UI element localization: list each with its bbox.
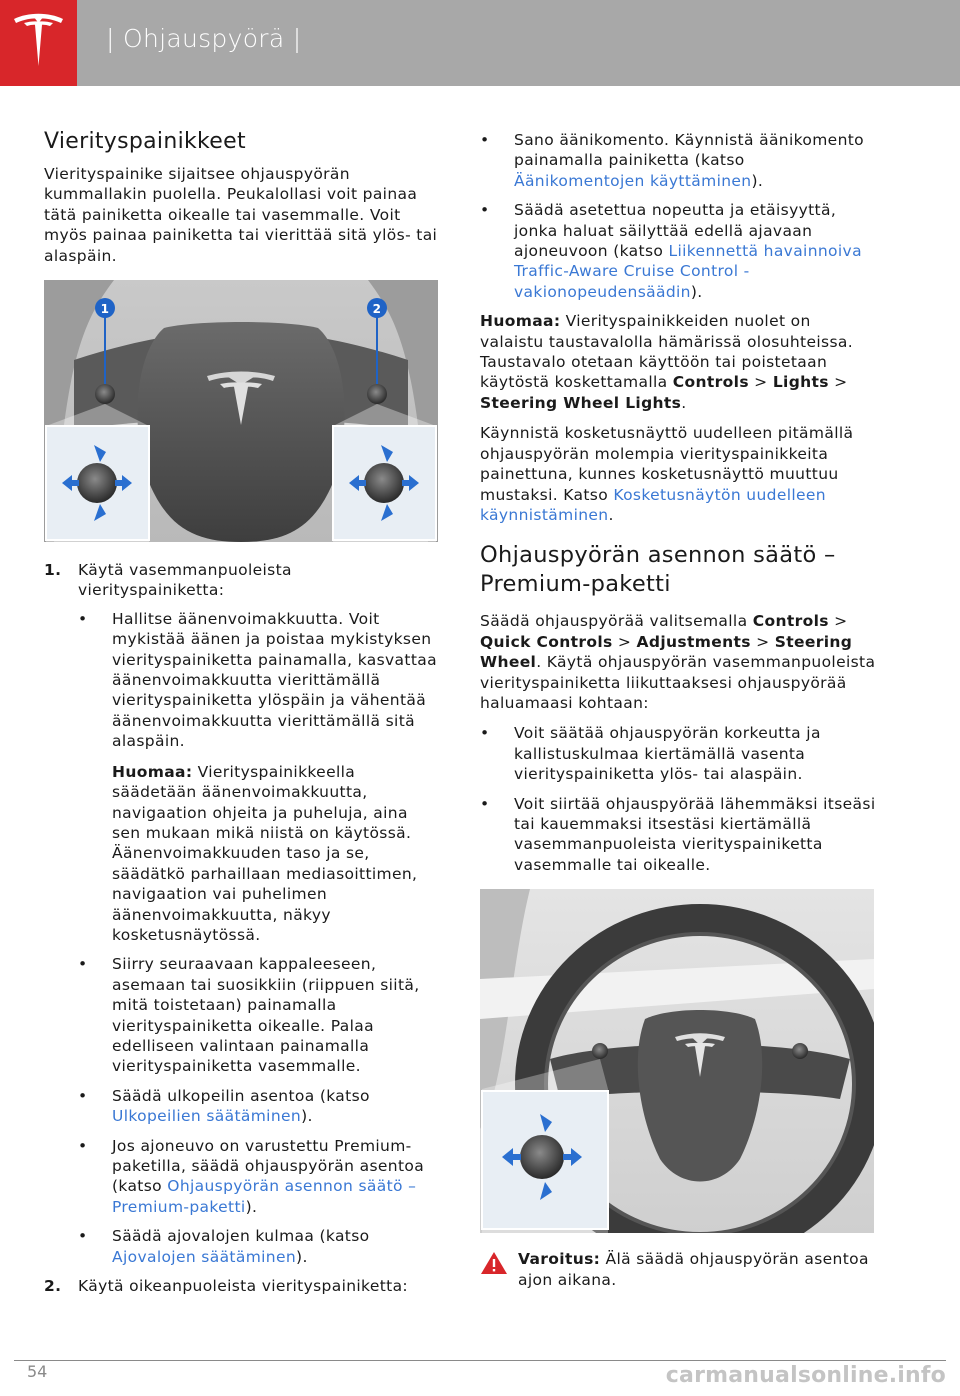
intro-paragraph: Vierityspainike sijaitsee ohjauspyörän kummallakin puolella. Peukalollasi voit painaa tätä painiketta oikealle tai vasemmalle. Voit myös painaa painiketta tai vierittää sitä ylös- tai alaspäin.	[44, 165, 438, 265]
bullet: •	[78, 1227, 88, 1246]
scroll-button-list	[44, 560, 438, 1296]
ui-steering-wheel: Steering Wheel	[480, 632, 853, 672]
note-text: Vierityspainikkeella säädetään äänenvoimakkuutta, navigaation ohjeita ja puheluja, aina sen mukaan mikä niistä on käytössä. Äänenvoimakkuuden taso ja se, säädätkö parhaillaan mediasoittimen, navigaation vai puhelimen äänenvoimakkuutta, näkyy kosketusnäytössä.	[112, 762, 418, 944]
separator: >	[828, 373, 848, 392]
callout-1: 1	[100, 302, 110, 317]
note-label: Huomaa:	[112, 762, 193, 781]
warning-label: Varoitus:	[518, 1250, 601, 1269]
link-voice-commands[interactable]: Äänikomentojen käyttäminen	[514, 171, 752, 190]
bullet-text-end: ).	[751, 171, 764, 190]
bullet-text: Siirry seuraavaan kappaleeseen, asemaan tai suosikkiin (riippuen siitä, mitä toistetaan) painamalla vierityspainiketta oikealle. Palaa edelliseen valintaan painamalla vierityspainiketta vasemmalle.	[112, 955, 420, 1076]
adjust-paragraph	[480, 611, 876, 713]
steering-wheel-adjust-figure	[480, 889, 874, 1233]
steering-wheel-scroll-buttons-figure	[44, 280, 438, 542]
list-item	[480, 723, 876, 784]
link-mirror-adjust[interactable]: Ulkopeilien säätäminen	[112, 1107, 302, 1126]
list-item-text: Käytä oikeanpuoleista vierityspainiketta:	[78, 1277, 408, 1296]
bullet-text-end: ).	[296, 1247, 308, 1266]
steering-wheel-illustration	[44, 280, 438, 542]
page-header	[0, 0, 960, 86]
footer-divider	[14, 1360, 946, 1361]
adjust-list	[480, 723, 876, 875]
right-column	[480, 130, 876, 1290]
list-item	[78, 954, 438, 1076]
warning-text: Älä säädä ohjauspyörän asentoa ajon aikana.	[518, 1250, 869, 1289]
bullet: •	[78, 609, 88, 628]
note	[112, 762, 438, 946]
section-heading-scroll-buttons: Vierityspainikkeet	[44, 129, 246, 154]
logo-box	[0, 0, 77, 86]
left-button-sublist	[78, 609, 438, 1267]
list-item-right-button	[44, 1276, 438, 1296]
bullet-text: Voit säätää ohjauspyörän korkeutta ja kallistuskulmaa kiertämällä vasenta vierityspainiketta ylös- tai alaspäin.	[514, 724, 821, 784]
list-number: 2.	[44, 1277, 62, 1296]
link-headlight-adjust[interactable]: Ajovalojen säätäminen	[112, 1247, 297, 1266]
restart-end: .	[608, 505, 614, 524]
page-number: 54	[27, 1362, 48, 1381]
list-item	[480, 200, 876, 302]
note-text: Vierityspainikkeiden nuolet on valaistu taustavalolla hämärissä olosuhteissa. Taustavalo otetaan käyttöön tai poistetaan käytöstä koskettamalla	[480, 312, 854, 392]
bullet-text-end: ).	[245, 1197, 258, 1216]
list-item-text: Käytä vasemmanpuoleista vierityspainiketta:	[78, 561, 292, 600]
steering-wheel-photo-illustration	[480, 889, 874, 1233]
restart-text: Käynnistä kosketusnäyttö uudelleen pitämällä ohjauspyörän molempia vierityspainikkeita painettuna, kunnes kosketusnäyttö muuttuu mustaksi. Katso	[480, 424, 854, 504]
bullet-text: Voit siirtää ohjauspyörää lähemmäksi itseäsi tai kauemmaksi itsestäsi kiertämällä vasemmanpuoleista vierityspainiketta vasemmalle tai oikealle.	[514, 794, 876, 874]
list-item-left-button	[44, 560, 438, 1267]
restart-paragraph	[480, 423, 876, 525]
bullet: •	[480, 724, 490, 743]
list-item	[480, 794, 876, 876]
warning-box	[480, 1249, 876, 1290]
callout-2: 2	[372, 302, 382, 317]
chapter-title: | Ohjauspyörä |	[106, 24, 302, 53]
bullet-text-end: ).	[301, 1107, 313, 1126]
list-item	[78, 1086, 438, 1127]
bullet: •	[480, 131, 490, 149]
bullet: •	[78, 1136, 88, 1155]
bullet-text: Säädä ulkopeilin asentoa (katso	[112, 1086, 370, 1105]
bullet-text-end: ).	[690, 282, 703, 301]
bullet-text: Jos ajoneuvo on varustettu Premium-paketilla, säädä ohjauspyörän asentoa (katso	[112, 1136, 425, 1196]
ui-steering-wheel-lights: Steering Wheel Lights	[480, 393, 682, 412]
separator: >	[612, 632, 637, 651]
ui-lights: Lights	[772, 373, 829, 392]
bullet-text: Sano äänikomento. Käynnistä äänikomento painamalla painiketta (katso	[514, 131, 865, 170]
bullet-text: Hallitse äänenvoimakkuutta. Voit mykistää äänen ja poistaa mykistyksen vierityspainiketta painamalla, kasvattaa äänenvoimakkuutta vierittämällä vierityspainiketta ylöspäin ja vähentää äänenvoimakkuutta vierittämällä sitä alaspäin.	[112, 609, 437, 751]
bullet-text: Säädä ajovalojen kulmaa (katso	[112, 1227, 370, 1246]
note-label: Huomaa:	[480, 312, 561, 331]
ui-adjustments: Adjustments	[636, 632, 751, 651]
separator: >	[828, 612, 848, 631]
watermark: carmanualsonline.info	[665, 1363, 946, 1388]
link-steering-adjust[interactable]: Ohjauspyörän asennon säätö – Premium-paketti	[112, 1177, 417, 1216]
adjust-text: Säädä ohjauspyörää valitsemalla	[480, 612, 753, 631]
bullet-text: Säädä asetettua nopeutta ja etäisyyttä, jonka haluat säilyttää edellä ajavaan ajoneuvoon (katso	[514, 201, 837, 261]
link-traffic-aware-cruise[interactable]: Liikennettä havainnoiva Traffic-Aware Cruise Control -vakionopeudensäädin	[514, 242, 862, 301]
tesla-logo-icon	[10, 10, 67, 70]
ui-controls: Controls	[672, 373, 749, 392]
list-item	[78, 1136, 438, 1218]
right-button-sublist	[480, 130, 876, 302]
ui-controls: Controls	[752, 612, 829, 631]
list-item	[78, 1226, 438, 1267]
left-column	[44, 128, 438, 1304]
bullet: •	[78, 1086, 88, 1105]
warning-triangle-icon	[480, 1251, 508, 1275]
list-item	[78, 609, 438, 946]
ui-quick-controls: Quick Controls	[480, 632, 613, 651]
adjust-text-end: . Käytä ohjauspyörän vasemmanpuoleista vierityspainiketta liikuttaaksesi ohjauspyörää haluamaasi kohtaan:	[480, 653, 876, 712]
bullet: •	[480, 794, 490, 813]
separator: >	[750, 632, 775, 651]
link-restart-touchscreen[interactable]: Kosketusnäytön uudelleen käynnistäminen	[480, 485, 826, 524]
list-item	[480, 130, 876, 191]
list-number: 1.	[44, 561, 62, 580]
bullet: •	[480, 201, 490, 220]
backlight-note	[480, 311, 876, 413]
separator: >	[748, 373, 773, 392]
section-heading-steering-adjust: Ohjauspyörän asennon säätö – Premium-paketti	[480, 542, 836, 598]
note-end: .	[681, 393, 687, 412]
bullet: •	[78, 955, 88, 974]
